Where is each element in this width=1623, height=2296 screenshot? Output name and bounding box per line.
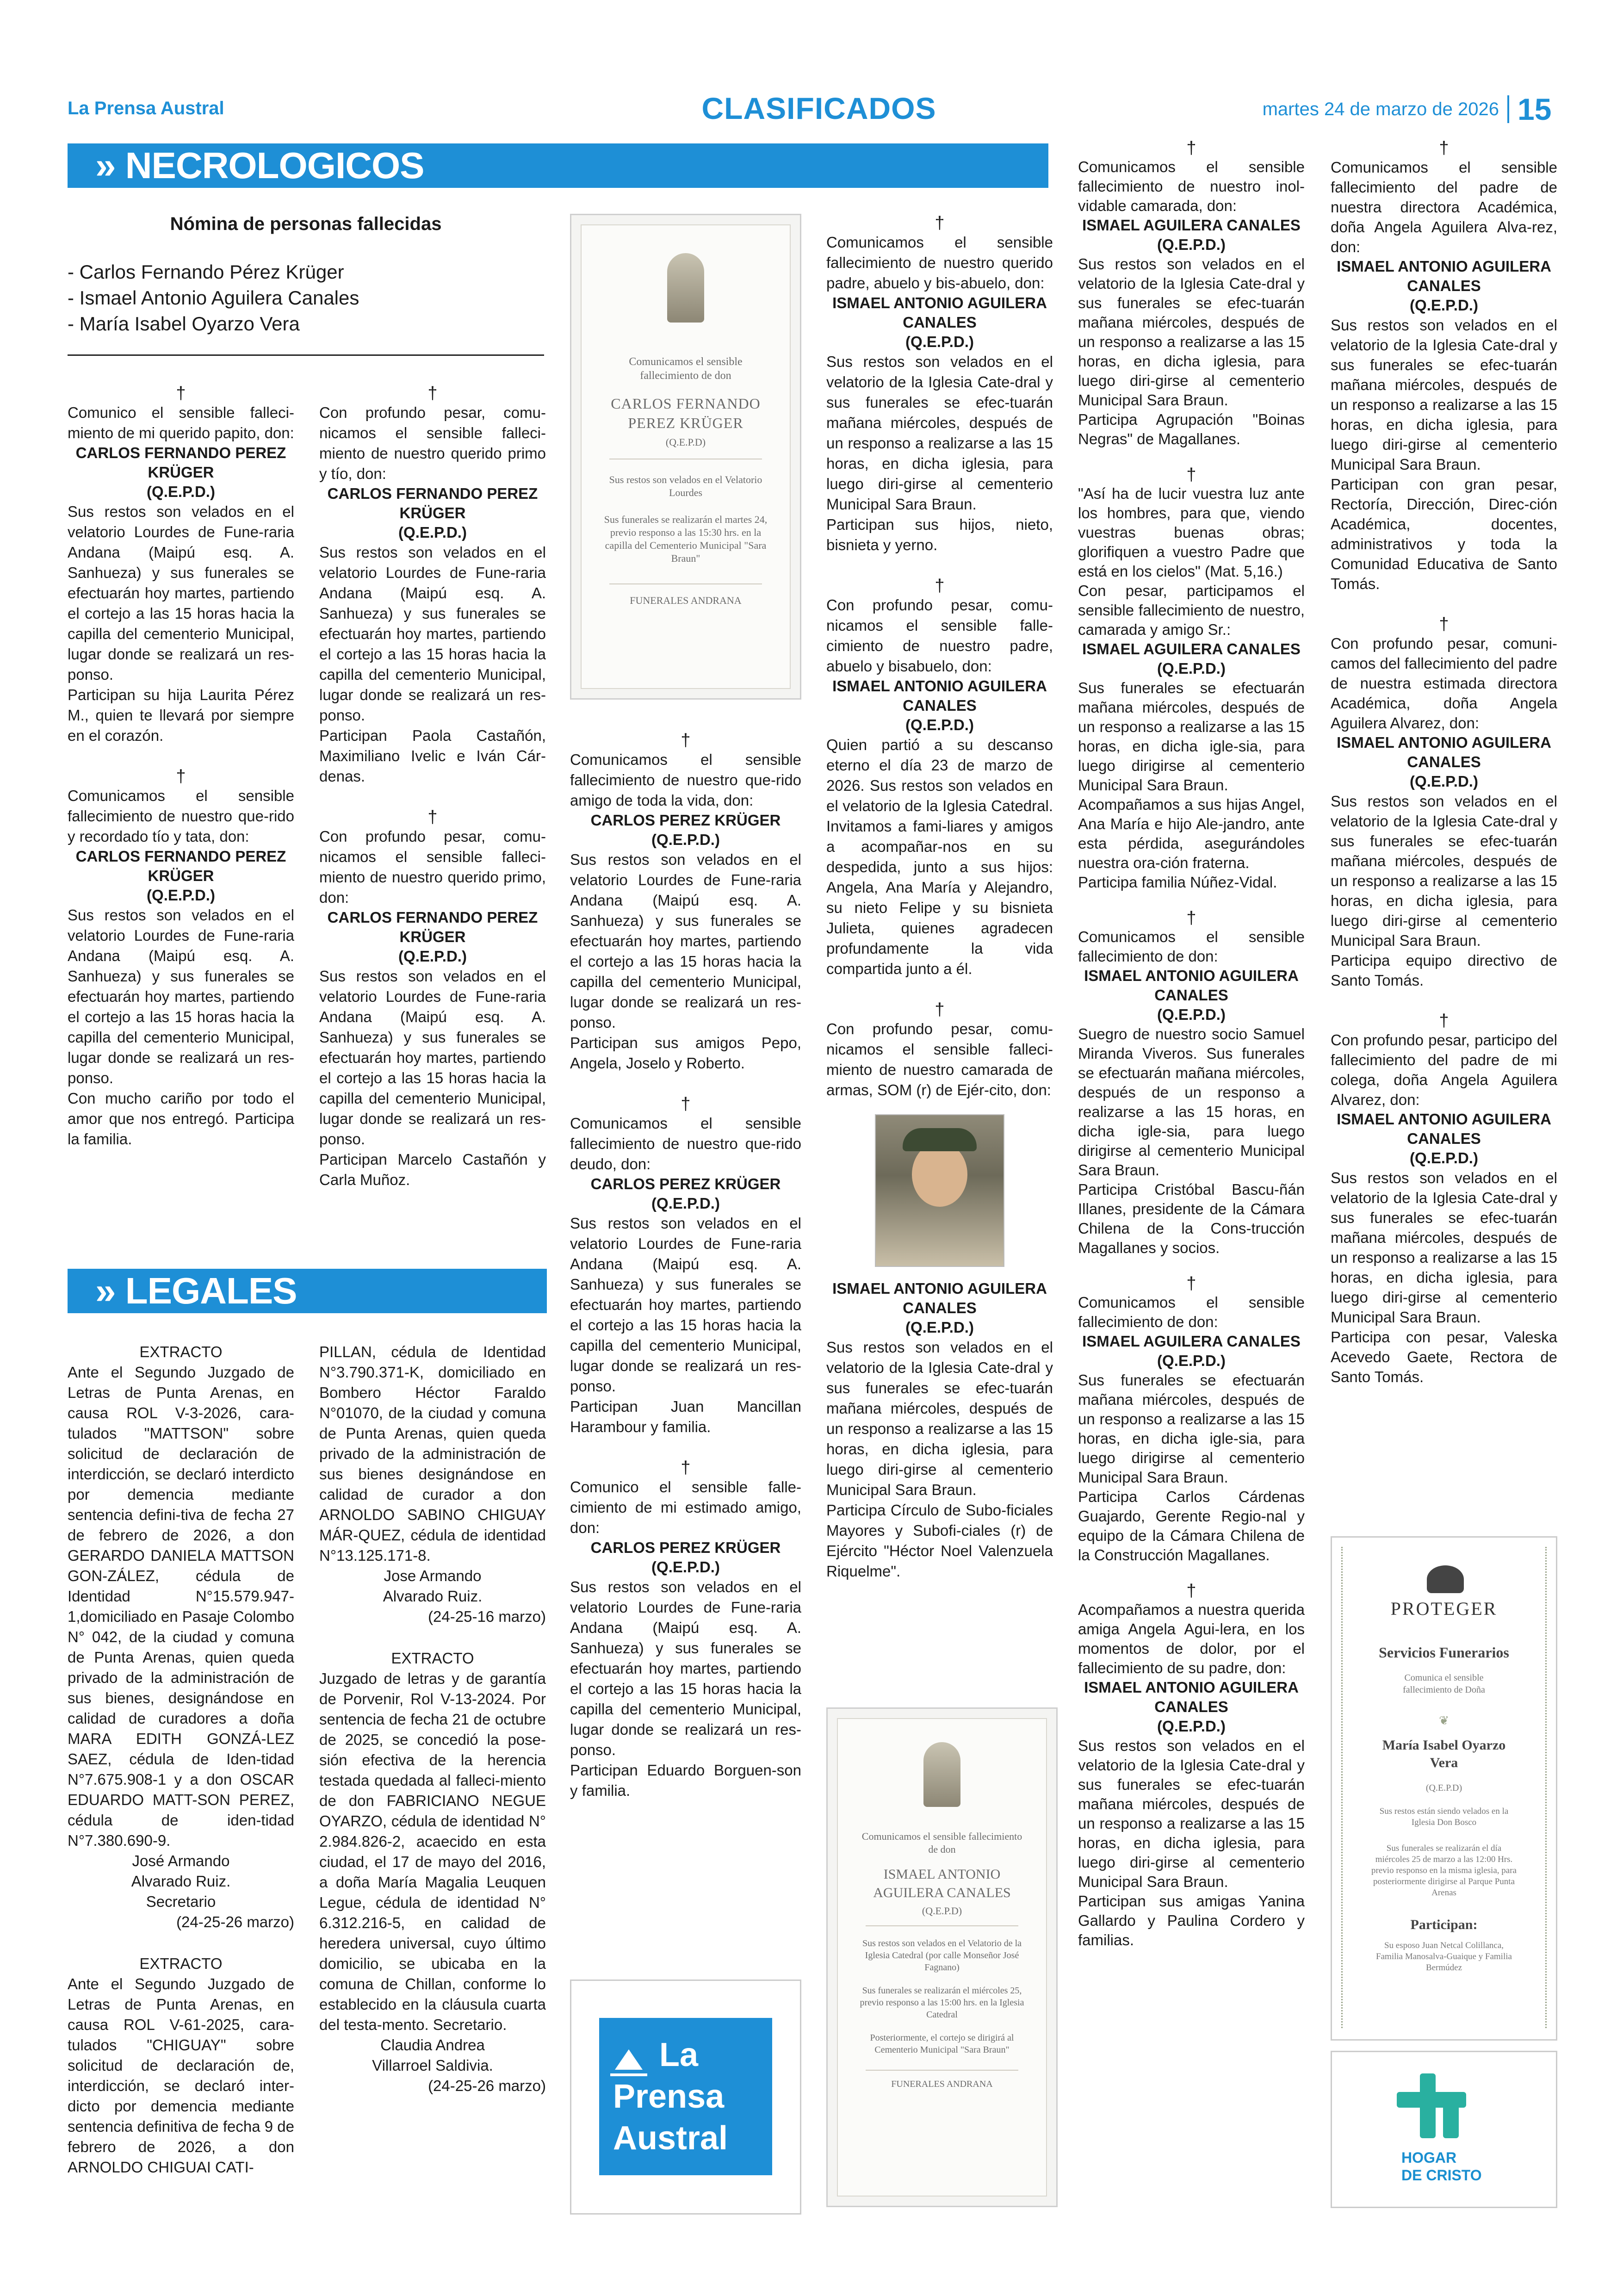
funeral-card-carlos (570, 214, 801, 700)
cross-icon: † (935, 1000, 945, 1019)
necrologicos-banner: » NECROLOGICOS (68, 143, 1048, 188)
bible-quote: "Así ha de lucir vuestra luz ante los hombres, para que, viendo vuestras buenas obras; glorifiquen a vuestro Padre que está en los cielos" (Mat. 5,16.) (1078, 485, 1305, 580)
cross-icon: † (1439, 138, 1449, 158)
qepd: (Q.E.P.D.) (1410, 1149, 1478, 1167)
notice-body: Sus restos son velados en el velatorio de la Iglesia Cate-dral y sus funerales se efec-tuarán mañana miércoles, después de un responso a realizarse a las 15 horas, en dicha iglesia, para luego diri-girse al cementerio Municipal Sara Braun. (826, 353, 1053, 513)
notice-body: Suegro de nuestro socio Samuel Miranda Viveros. Sus funerales se efectuarán mañana miércoles, después de un responso a realizarse a las 15 horas, en dicha igle-sia, para luego dirigirse al cementerio Municipal Sara Braun. (1078, 1025, 1305, 1179)
notice-intro: Comunicamos el sensible fallecimiento del padre de nuestra directora Académica, doña Angela Aguilera Alva-rez, don: (1331, 159, 1557, 255)
card-funeral-info: Sus funerales se realizarán el martes 24, previo responso a las 15:30 hrs. en la capilla del Cementerio Municipal "Sara Braun" (604, 514, 768, 564)
card-intro: Comunicamos el sensible fallecimiento de don (861, 1831, 1022, 1855)
notice-intro: Comunicamos el sensible fallecimiento de nuestro inol-vidable camarada, don: (1078, 158, 1305, 214)
ad-hogar-de-cristo[interactable] (1331, 2051, 1557, 2208)
flower-icon: ❦ (1439, 1713, 1449, 1727)
notice-signature: Participan sus hijos, nieto, bisnieta y yerno. (826, 516, 1053, 553)
deceased-name: ISMAEL ANTONIO AGUILERA CANALES (832, 1280, 1047, 1316)
deceased-name: ISMAEL AGUILERA CANALES (1082, 1333, 1301, 1350)
notice-body: Sus funerales se efectuarán mañana miércoles, después de un responso a realizarse a las 15 horas, en dicha igle-sia, para luego dirigirse al cementerio Municipal Sara Braun. (1078, 679, 1305, 794)
qepd: (Q.E.P.D.) (905, 1319, 974, 1336)
deceased-name: ISMAEL ANTONIO AGUILERA CANALES (1337, 1111, 1551, 1147)
obituary-notice (826, 577, 1053, 979)
legal-notice (68, 1342, 294, 1932)
qepd: (Q.E.P.D.) (398, 948, 467, 965)
card-divider (866, 1925, 1018, 1926)
notice-intro: Comunico el sensible falle-cimiento de mi estimado amigo, don: (570, 1478, 801, 1536)
cross-icon: † (681, 731, 691, 750)
obituary-notice (570, 1095, 801, 1437)
notice-body: Quien partió a su descanso eterno el día 23 de marzo de 2026. Sus restos son velados en el velatorio de la Iglesia Catedral. Invitamos a fami-liares y amigos a acompañar-nos en su despedida, junto a sus hijos: Angela, Ana María y Alejandro, su nieto Felipe y su bisnieta Julieta, quienes agradecen profundamente la vida compartida junto a él. (826, 736, 1053, 977)
notice-intro: Con profundo pesar, comu-nicamos el sensible falleci-miento de nuestro querido primo y tío, don: (319, 404, 546, 482)
issue-date: martes 24 de marzo de 2026 (1262, 99, 1499, 119)
legal-signature: Alvarado Ruiz. (383, 1588, 483, 1605)
notice-intro: Comunicamos el sensible fallecimiento de nuestro que-rido deudo, don: (570, 1115, 801, 1173)
deceased-name: ISMAEL AGUILERA CANALES (1082, 217, 1301, 234)
notice-intro: Comunicamos el sensible fallecimiento de don: (1078, 1294, 1305, 1330)
page-number: 15 (1518, 92, 1552, 126)
legal-notice (68, 1954, 294, 2178)
notice-signature: Con mucho cariño por todo el amor que nos entregó. Participa la familia. (68, 1090, 294, 1148)
qepd: (Q.E.P.D.) (1410, 297, 1478, 314)
legal-body: Ante el Segundo Juzgado de Letras de Punta Arenas, en causa ROL V-61-2025, cara-tulados "CHIGUAY" sobre solicitud de declaración de, interdicción, se declaró inter-dicto por demencia mediante sentencia definitiva de fecha 9 de febrero de 2026, a don ARNOLDO CHIGUAI CATI- (68, 1975, 294, 2176)
proteger-wake-info: Sus restos están siendo velados en la Iglesia Don Bosco (1379, 1806, 1509, 1827)
notice-intro: Con profundo pesar, comu-nicamos el sensible falleci-miento de nuestro camarada de armas, SOM (r) de Ejér-cito, don: (826, 1020, 1053, 1098)
column-5 (1078, 139, 1305, 1950)
legales-banner: » LEGALES (68, 1269, 547, 1313)
funeral-card-ismael (826, 1707, 1058, 2207)
legal-dates: (24-25-26 marzo) (176, 1913, 294, 1930)
cross-icon: † (935, 213, 945, 233)
legal-body: PILLAN, cédula de Identidad N°3.790.371-K, domiciliado en Bombero Héctor Faraldo N°01070, de la ciudad y comuna de Punta Arenas, quien queda privado de la administración de sus bienes designándose en calidad de curador a don ARNOLDO SABINO CHIGUAY MÁR-QUEZ, cédula de identidad N°13.125.171-8. (319, 1343, 546, 1564)
obituary-notice (826, 214, 1053, 555)
proteger-logo: PROTEGER (1390, 1598, 1498, 1619)
deceased-name: ISMAEL ANTONIO AGUILERA CANALES (1084, 1679, 1299, 1715)
qepd: (Q.E.P.D.) (651, 831, 720, 848)
qepd: (Q.E.P.D.) (398, 524, 467, 541)
proteger-deceased-name: María Isabel Oyarzo Vera (1382, 1738, 1506, 1770)
qepd: (Q.E.P.D.) (905, 333, 974, 350)
obituary-notice (1078, 909, 1305, 1258)
deceased-name: ISMAEL ANTONIO AGUILERA CANALES (1084, 967, 1299, 1004)
deceased-name: ISMAEL ANTONIO AGUILERA CANALES (832, 294, 1047, 331)
ad-logo-box (599, 2018, 772, 2175)
deceased-name: CARLOS PEREZ KRÜGER (590, 1539, 781, 1556)
notice-signature: Participan sus amigos Pepo, Angela, Joselo y Roberto. (570, 1034, 801, 1072)
proteger-funeral-card (1331, 1536, 1557, 2041)
obituary-notice (1078, 1274, 1305, 1565)
notice-intro: Acompañamos a nuestra querida amiga Angela Agui-lera, en los momentos de dolor, por el fallecimiento de su padre, don: (1078, 1601, 1305, 1676)
notice-body: Sus restos son velados en el velatorio Lourdes de Fune-raria Andana (Maipú esq. A. Sanhueza) y sus funerales se efectuarán hoy martes, partiendo el cortejo a las 15 horas hacia la capilla del cementerio Municipal, lugar donde se realizará un res-ponso. (570, 1215, 801, 1395)
notice-intro: Comunicamos el sensible fallecimiento de nuestro querido padre, abuelo y bis-abuelo, don: (826, 234, 1053, 292)
qepd: (Q.E.P.D.) (1157, 1006, 1226, 1023)
notice-signature: Participa Carlos Cárdenas Guajardo, Gerente Regio-nal y equipo de la Cámara Chilena de la Construcción Magallanes. (1078, 1488, 1305, 1564)
column-4 (826, 214, 1053, 1603)
cross-icon: † (681, 1094, 691, 1114)
qepd: (Q.E.P.D.) (1157, 660, 1226, 677)
cross-icon: † (176, 384, 186, 403)
deceased-name: CARLOS PEREZ KRÜGER (590, 812, 781, 829)
ad-logo-line: Austral (613, 2120, 728, 2157)
qepd: (Q.E.P.D.) (905, 716, 974, 733)
column-2 (319, 384, 546, 1211)
notice-body: Sus restos son velados en el velatorio de la Iglesia Cate-dral y sus funerales se efec-tuarán mañana miércoles, después de un responso a realizarse a las 15 horas, en dicha iglesia, para luego diri-girse al cementerio Municipal Sara Braun. (1331, 316, 1557, 473)
cross-icon: † (1439, 1011, 1449, 1030)
legales-column-1 (68, 1342, 294, 2178)
notice-signature: Participan Paola Castañón, Maximiliano Ivelic e Iván Cár-denas. (319, 727, 546, 785)
deceased-name: CARLOS FERNANDO PEREZ KRÜGER (327, 909, 538, 945)
card-deceased-name: CARLOS FERNANDO PEREZ KRÜGER (611, 395, 761, 431)
notice-intro: Con profundo pesar, comu-nicamos el sensible falle-cimiento de nuestro padre, abuelo y bisabuelo, don: (826, 596, 1053, 675)
notice-intro: Con profundo pesar, participo del fallecimiento del padre de mi colega, doña Angela Aguilera Alvarez, don: (1331, 1031, 1557, 1108)
notice-intro: Comunico el sensible falleci-miento de mi querido papito, don: (68, 404, 294, 441)
cross-icon: † (176, 767, 186, 786)
notice-signature: Participan Marcelo Castañón y Carla Muñoz. (319, 1151, 546, 1188)
legal-dates: (24-25-26 marzo) (428, 2077, 546, 2094)
card-cemetery-info: Posteriormente, el cortejo se dirigirá al Cementerio Municipal "Sara Braun" (870, 2033, 1014, 2055)
notice-signature: Participa Cristóbal Bascu-ñán Illanes, presidente de la Cámara Chilena de la Cons-trucción Magallanes y socios. (1078, 1181, 1305, 1256)
nomina-item: - Carlos Fernando Pérez Krüger (68, 261, 344, 283)
nomina-list (68, 259, 359, 337)
notice-body: Sus restos son velados en el velatorio de la Iglesia Cate-dral y sus funerales se efec-tuarán mañana miércoles, después de un responso a realizarse a las 15 horas, en dicha iglesia, para luego diri-girse al cementerio Municipal Sara Braun. (826, 1339, 1053, 1498)
notice-signature: Participan su hija Laurita Pérez M., quien te llevará por siempre en el corazón. (68, 686, 294, 744)
obituary-notice (1331, 615, 1557, 990)
cross-icon: † (1186, 1581, 1196, 1601)
obituary-notice (1078, 1582, 1305, 1950)
qepd: (Q.E.P.D.) (147, 887, 215, 904)
candle-icon (667, 253, 704, 323)
notice-body: Sus restos son velados en el velatorio Lourdes de Fune-raria Andana (Maipú esq. A. Sanhueza) y sus funerales se efectuarán hoy martes, partiendo el cortejo a las 15 horas hacia la capilla del cementerio Municipal, lugar donde se realizará un res-ponso. (68, 906, 294, 1086)
portrait-photo (875, 1114, 1004, 1267)
column-3 (570, 731, 801, 1822)
notice-body: Sus funerales se efectuarán mañana miércoles, después de un responso a realizarse a las 15 horas, en dicha igle-sia, para luego dirigirse al cementerio Municipal Sara Braun. (1078, 1371, 1305, 1486)
legal-signature: Secretario (146, 1893, 216, 1910)
proteger-title: Servicios Funerarios (1379, 1644, 1509, 1661)
legal-body: Juzgado de letras y de garantía de Porvenir, Rol V-13-2024. Por sentencia de fecha 21 de octubre de 2025, se concedió la pose-sión efectiva de la herencia testada quedada al falleci-miento de don FABRICIANO NEGUE OYARZO, cédula de identidad N° 2.984.826-2, acaecido en esta ciudad, el 17 de mayo del 2016, a doña María Magalia Leuquen Legue, cédula de identidad N° 6.312.216-5, en calidad de heredera universal, cuyo último domicilio, se ubicaba en la comuna de Chillan, conforme lo establecido en la cláusula cuarta del testa-mento. Secretario. (319, 1670, 546, 2033)
notice-signature: Participa Agrupación "Boinas Negras" de Magallanes. (1078, 411, 1305, 447)
obituary-notice (826, 1000, 1053, 1582)
candle-icon (923, 1742, 960, 1807)
legales-column-2 (319, 1342, 546, 2096)
notice-body: Sus restos son velados en el velatorio de la Iglesia Cate-dral y sus funerales se efec-tuarán mañana miércoles, después de un responso a realizarse a las 15 horas, en dicha iglesia, para luego diri-girse al cementerio Municipal Sara Braun. (1331, 793, 1557, 949)
legal-notice (319, 1648, 546, 2096)
proteger-funeral-info: Sus funerales se realizarán el día miércoles 25 de marzo a las 12:00 Hrs. previo responso en la misma iglesia, para posteriormente dirigirse al Parque Punta Arenas (1371, 1843, 1517, 1898)
legal-signature: Alvarado Ruiz. (131, 1873, 231, 1890)
nomina-title: Nómina de personas fallecidas (170, 214, 442, 234)
notice-body: Sus restos son velados en el velatorio Lourdes de Fune-raria Andana (Maipú esq. A. Sanhueza) y sus funerales se efectuarán hoy martes, partiendo el cortejo a las 15 horas hacia la capilla del cementerio Municipal, lugar donde se realizará un res-ponso. (570, 1578, 801, 1758)
card-qepd: (Q.E.P.D) (665, 436, 706, 448)
deceased-name: CARLOS PEREZ KRÜGER (590, 1175, 781, 1192)
cross-icon: † (427, 384, 438, 403)
notice-signature: Participa familia Núñez-Vidal. (1078, 874, 1277, 891)
qepd: (Q.E.P.D.) (651, 1195, 720, 1212)
hogar-cross-icon (1397, 2073, 1466, 2143)
ad-la-prensa-austral[interactable] (570, 1980, 801, 2215)
proteger-participants: Su esposo Juan Netcal Colillanca, Familia Manosalva-Guaique y Familia Bermúdez (1376, 1941, 1512, 1973)
proteger-participan: Participan: (1410, 1917, 1478, 1932)
obituary-notice (68, 767, 294, 1149)
notice-body: Sus restos son velados en el velatorio de la Iglesia Cate-dral y sus funerales se efec-tuarán mañana miércoles, después de un responso a realizarse a las 15 horas, en dicha iglesia, para luego diri-girse al cementerio Municipal Sara Braun. (1078, 1737, 1305, 1890)
deceased-name: ISMAEL ANTONIO AGUILERA CANALES (832, 677, 1047, 714)
notice-intro: Comunicamos el sensible fallecimiento de nuestro que-rido y recordado tío y tata, don: (68, 787, 294, 845)
deceased-name: CARLOS FERNANDO PEREZ KRÜGER (75, 444, 286, 481)
notice-signature: Participa equipo directivo de Santo Tomás. (1331, 952, 1557, 989)
cross-icon: † (1186, 138, 1196, 158)
face-shape (912, 1142, 967, 1207)
qepd: (Q.E.P.D.) (1410, 773, 1478, 790)
brand-logo: La Prensa Austral (68, 98, 224, 118)
card-wake-info: Sus restos son velados en el Velatorio Lourdes (609, 474, 762, 498)
notice-signature: Participa con pesar, Valeska Acevedo Gaete, Rectora de Santo Tomás. (1331, 1328, 1557, 1385)
hogar-logo-line: DE CRISTO (1401, 2167, 1482, 2184)
dove-icon (610, 2046, 647, 2076)
card-divider (866, 2070, 1018, 2071)
proteger-intro: Comunica el sensible fallecimiento de Doña (1403, 1673, 1485, 1695)
qepd: (Q.E.P.D.) (1157, 1718, 1226, 1735)
notice-signature: Participa Círculo de Subo-ficiales Mayores y Subofi-ciales (r) de Ejército "Héctor Noel Valenzuela Riquelme". (826, 1502, 1053, 1580)
legal-signature: Jose Armando (384, 1567, 482, 1584)
card-wake-info: Sus restos son velados en el Velatorio de la Iglesia Catedral (por calle Monseñor José Fagnano) (862, 1938, 1022, 1973)
legal-notice-continuation (319, 1342, 546, 1627)
cross-icon: † (427, 807, 438, 827)
obituary-notice (1078, 139, 1305, 449)
qepd: (Q.E.P.D.) (651, 1558, 720, 1576)
cross-icon: † (935, 576, 945, 596)
card-deceased-name: ISMAEL ANTONIO AGUILERA CANALES (873, 1867, 1011, 1900)
cap-shape (903, 1128, 977, 1151)
notice-intro: Con profundo pesar, comuni-camos del fallecimiento del padre de nuestra estimada directora Académica, doña Angela Aguilera Alvarez, don: (1331, 635, 1557, 732)
qepd: (Q.E.P.D.) (147, 483, 215, 500)
deceased-name: ISMAEL ANTONIO AGUILERA CANALES (1337, 734, 1551, 770)
obituary-notice (570, 731, 801, 1074)
notice-signature: Participan sus amigas Yanina Gallardo y Paulina Cordero y familias. (1078, 1893, 1305, 1948)
cross-icon: † (1186, 465, 1196, 484)
qepd: (Q.E.P.D.) (1157, 236, 1226, 253)
deceased-name: CARLOS FERNANDO PEREZ KRÜGER (75, 848, 286, 884)
hogar-logo-line: HOGAR (1401, 2149, 1457, 2166)
nomina-divider (68, 354, 544, 356)
cross-icon: † (1186, 1274, 1196, 1293)
ad-logo-line: La (659, 2036, 699, 2073)
card-frame (581, 224, 791, 689)
legal-signature: Villarroel Saldivia. (372, 2057, 493, 2074)
notice-signature: Participan con gran pesar, Rectoría, Dirección, Direc-ción Académica, docentes, administrativos y toda la Comunidad Educativa de Santo Tomás. (1331, 476, 1557, 592)
cross-icon: † (1439, 614, 1449, 634)
legal-signature: Claudia Andrea (380, 2036, 485, 2054)
column-1 (68, 384, 294, 1171)
obituary-notice (68, 384, 294, 746)
legal-title: EXTRACTO (139, 1955, 223, 1972)
obituary-notice (570, 1458, 801, 1801)
deceased-name: CARLOS FERNANDO PEREZ KRÜGER (327, 485, 538, 521)
deceased-name: ISMAEL AGUILERA CANALES (1082, 640, 1301, 658)
cross-icon: † (1186, 908, 1196, 928)
legal-title: EXTRACTO (391, 1650, 474, 1667)
notice-body: Acompañamos a sus hijas Angel, Ana María e hijo Ale-jandro, ante esta pérdida, asegurándoles nuestra ora-ción fraterna. (1078, 796, 1305, 871)
legal-signature: José Armando (132, 1852, 230, 1869)
obituary-notice (1331, 139, 1557, 594)
notice-body: Sus restos son velados en el velatorio Lourdes de Fune-raria Andana (Maipú esq. A. Sanhueza) y sus funerales se efectuarán hoy martes, partiendo el cortejo a las 15 horas hacia la capilla del cementerio Municipal, lugar donde se realizará un res-ponso. (570, 851, 801, 1031)
notice-intro: Con pesar, participamos el sensible fallecimiento de nuestro, camarada y amigo Sr.: (1078, 582, 1305, 638)
card-funeral-home: FUNERALES ANDRANA (630, 595, 742, 606)
notice-intro: Con profundo pesar, comu-nicamos el sensible falleci-miento de nuestro querido primo, don: (319, 828, 546, 906)
notice-signature: Participan Juan Mancillan Harambour y familia. (570, 1398, 801, 1435)
card-funeral-home: FUNERALES ANDRANA (891, 2079, 993, 2089)
nomina-item: - María Isabel Oyarzo Vera (68, 313, 300, 335)
card-intro: Comunicamos el sensible fallecimiento de don (629, 356, 743, 382)
notice-signature: Participan Eduardo Borguen-son y familia. (570, 1762, 801, 1799)
notice-body: Sus restos son velados en el velatorio Lourdes de Fune-raria Andana (Maipú esq. A. Sanhueza) y sus funerales se efectuarán hoy martes, partiendo el cortejo a las 15 horas hacia la capilla del cementerio Municipal, lugar donde se realizará un res-ponso. (319, 968, 546, 1148)
card-frame (837, 1718, 1047, 2197)
header-divider (1507, 95, 1509, 123)
notice-intro: Comunicamos el sensible fallecimiento de don: (1078, 928, 1305, 965)
obituary-notice (1078, 465, 1305, 892)
obituary-notice (319, 384, 546, 787)
ad-logo-line: Prensa (613, 2078, 725, 2115)
notice-body: Sus restos son velados en el velatorio Lourdes de Fune-raria Andana (Maipú esq. A. Sanhueza) y sus funerales se efectuarán hoy martes, partiendo el cortejo a las 15 horas hacia la capilla del cementerio Municipal, lugar donde se realizará un res-ponso. (319, 544, 546, 724)
notice-body: Sus restos son velados en el velatorio de la Iglesia Cate-dral y sus funerales se efec-tuarán mañana miércoles, después de un responso a realizarse a las 15 horas, en dicha iglesia, para luego diri-girse al cementerio Municipal Sara Braun. (1331, 1169, 1557, 1326)
nomina-item: - Ismael Antonio Aguilera Canales (68, 287, 359, 309)
column-6 (1331, 139, 1557, 1408)
deceased-name: ISMAEL ANTONIO AGUILERA CANALES (1337, 258, 1551, 294)
card-divider (609, 583, 762, 584)
legal-title: EXTRACTO (139, 1343, 223, 1360)
proteger-qepd: (Q.E.P.D) (1425, 1783, 1462, 1793)
card-qepd: (Q.E.P.D) (922, 1905, 962, 1917)
obituary-notice (1331, 1011, 1557, 1387)
legal-dates: (24-25-16 marzo) (428, 1608, 546, 1625)
notice-body: Sus restos son velados en el velatorio Lourdes de Fune-raria Andana (Maipú esq. A. Sanhueza) y sus funerales se efectuarán hoy martes, partiendo el cortejo a las 15 horas hacia la capilla del cementerio Municipal, lugar donde se realizará un res-ponso. (68, 503, 294, 683)
notice-intro: Comunicamos el sensible fallecimiento de nuestro que-rido amigo de toda la vida, don: (570, 751, 801, 809)
obituary-notice (319, 808, 546, 1190)
cross-icon: † (681, 1458, 691, 1477)
card-funeral-info: Sus funerales se realizarán el miércoles 25, previo responso a las 15:00 hrs. en la Iglesia Catedral (860, 1986, 1024, 2020)
dove-icon (1427, 1565, 1464, 1593)
notice-body: Sus restos son velados en el velatorio de la Iglesia Cate-dral y sus funerales se efec-tuarán mañana miércoles, después de un responso a realizarse a las 15 horas, en dicha iglesia, para luego diri-girse al cementerio Municipal Sara Braun. (1078, 255, 1305, 409)
legal-body: Ante el Segundo Juzgado de Letras de Punta Arenas, en causa ROL V-3-2026, cara-tulados "MATTSON" sobre solicitud de declaración de interdicción, se declaró interdicto por demencia mediante sentencia defini-tiva de fecha 27 de febrero de 2026, a don GERARDO DANIELA MATTSON GON-ZÁLEZ, cédula de Identidad N°15.579.947- 1,domiciliado en Pasaje Colombo N° 042, de la ciudad y comuna de Punta Arenas, quien queda privado de la administración de sus bienes, designándose en calidad de curadores a doña MARA EDITH GONZÁ-LEZ SAEZ, cédula de Iden-tidad N°7.675.908-1 y a don OSCAR EDUARDO MATT-SON PEREZ, cédula de iden-tidad N°7.380.690-9. (68, 1364, 294, 1849)
section-title: CLASIFICADOS (701, 91, 936, 125)
qepd: (Q.E.P.D.) (1157, 1352, 1226, 1369)
